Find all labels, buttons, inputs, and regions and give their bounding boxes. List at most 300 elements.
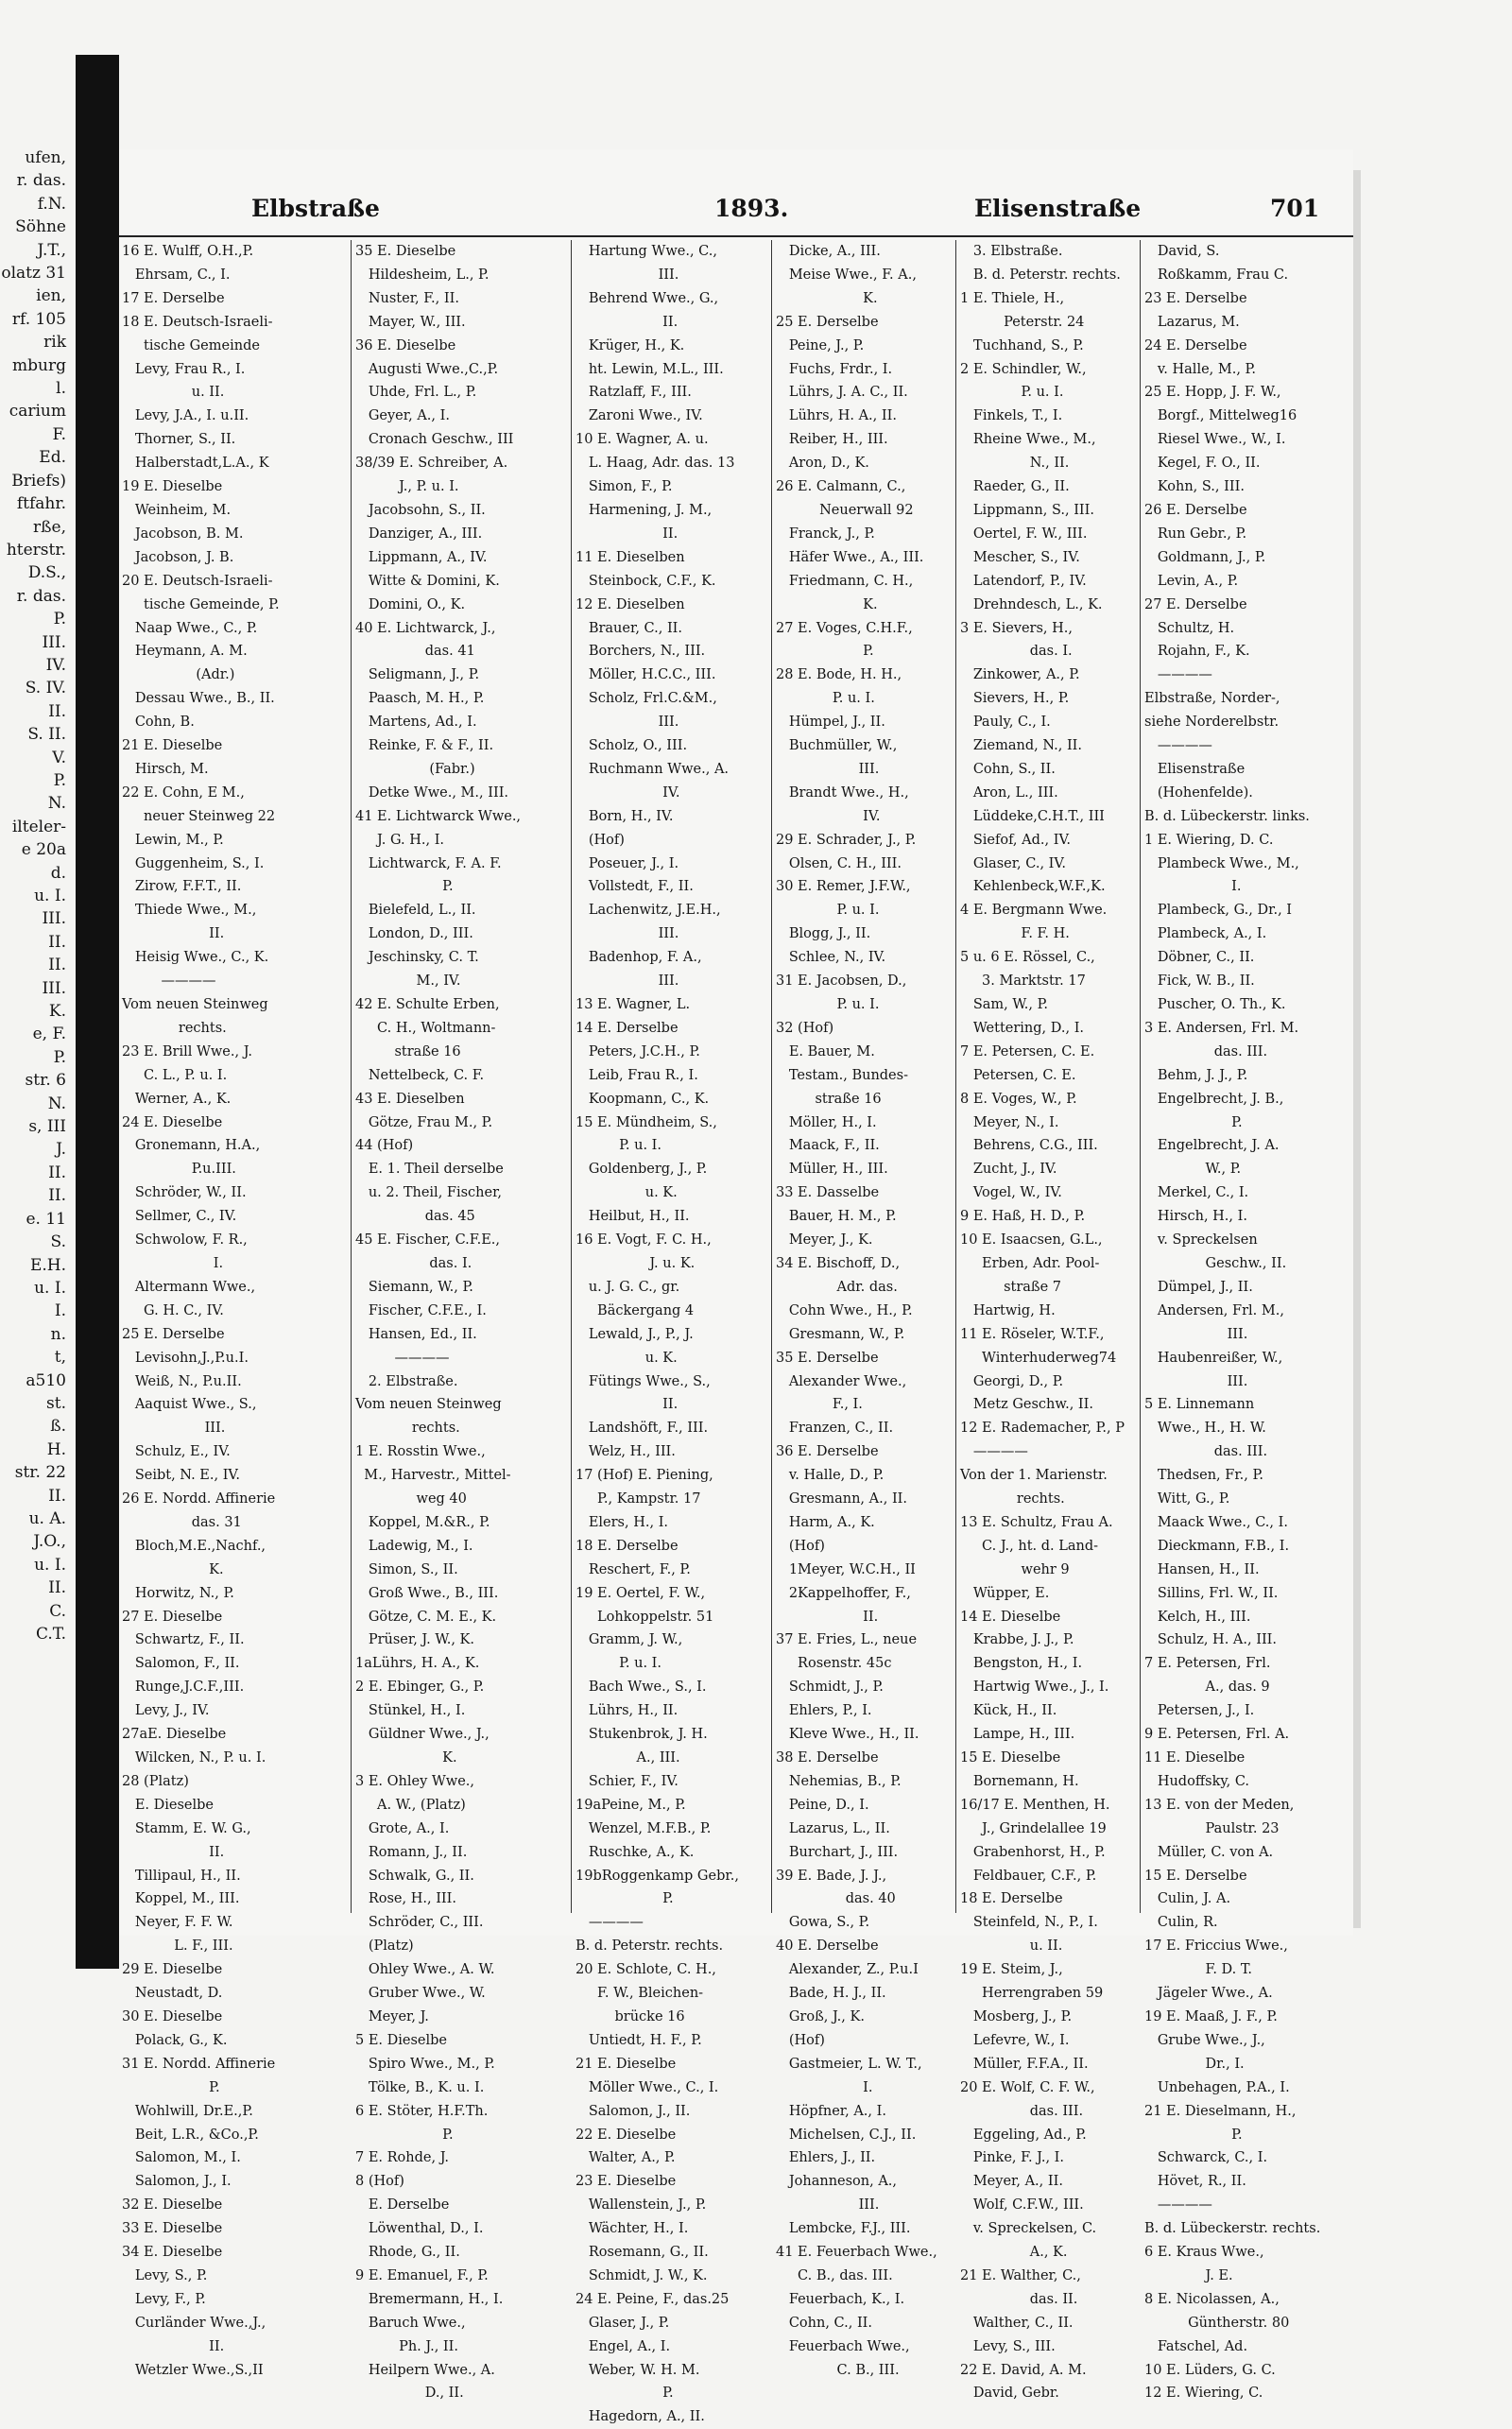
directory-entry: rechts.	[122, 1020, 227, 1036]
directory-entry: 3 E. Sievers, H.,	[960, 620, 1074, 636]
sliver-line: rik	[43, 333, 66, 353]
directory-entry: Brauer, C., II.	[576, 620, 683, 636]
directory-entry: K.	[355, 1750, 457, 1766]
directory-entry: Rhode, G., II.	[355, 2245, 460, 2261]
directory-entry: ————	[355, 1350, 450, 1366]
directory-entry: ————	[960, 1444, 1028, 1460]
directory-entry: Johanneson, A.,	[776, 2174, 898, 2190]
directory-entry: 20 E. Wolf, C. F. W.,	[960, 2079, 1095, 2095]
directory-entry: Andersen, Frl. M.,	[1144, 1302, 1284, 1318]
directory-entry: Zinkower, A., P.	[960, 667, 1080, 683]
directory-entry: 16 E. Vogt, F. C. H.,	[576, 1232, 712, 1249]
directory-entry: B. d. Peterstr. rechts.	[960, 267, 1121, 283]
directory-entry: Siefof, Ad., IV.	[960, 832, 1071, 848]
directory-entry: K.	[122, 1561, 224, 1577]
directory-entry: 14 E. Dieselbe	[960, 1609, 1061, 1625]
directory-entry: II.	[122, 1844, 225, 1860]
directory-entry: Siemann, W., P.	[355, 1279, 473, 1295]
directory-entry: Curländer Wwe.,J.,	[122, 2315, 266, 2331]
directory-entry: 19 E. Oertel, F. W.,	[576, 1585, 706, 1601]
sliver-line: Söhne	[15, 217, 66, 237]
directory-entry: weg 40	[355, 1491, 467, 1507]
directory-entry: Müller, C. von A.	[1144, 1844, 1274, 1860]
directory-entry: ————	[1144, 667, 1212, 683]
directory-entry: das. III.	[960, 2103, 1084, 2119]
directory-entry: Reinke, F. & F., II.	[355, 738, 494, 754]
directory-entry: P. u. I.	[776, 691, 875, 707]
directory-entry: Lüddeke,C.H.T., III	[960, 808, 1105, 824]
directory-entry: Kleve Wwe., H., II.	[776, 1727, 919, 1743]
directory-entry: 1 E. Thiele, H.,	[960, 290, 1065, 306]
directory-entry: Finkels, T., I.	[960, 408, 1063, 424]
directory-entry: Levy, S., III.	[960, 2338, 1056, 2354]
directory-entry: Untiedt, H. F., P.	[576, 2032, 702, 2048]
directory-entry: Franck, J., P.	[776, 525, 875, 542]
directory-entry: III.	[576, 973, 679, 990]
directory-entry: Rosemann, G., II.	[576, 2245, 709, 2261]
directory-entry: Goldmann, J., P.	[1144, 549, 1266, 565]
directory-entry: das. I.	[355, 1255, 472, 1271]
directory-entry: 30 E. Dieselbe	[122, 2008, 223, 2024]
sliver-line: II.	[48, 956, 66, 975]
sliver-line: K.	[48, 1002, 66, 1022]
directory-entry: Bach Wwe., S., I.	[576, 1680, 707, 1696]
directory-entry: 5 E. Dieselbe	[355, 2032, 448, 2048]
directory-entry: A. W., (Platz)	[355, 1797, 466, 1813]
directory-entry: 45 E. Fischer, C.F.E.,	[355, 1232, 501, 1249]
directory-page	[119, 149, 1353, 2425]
directory-entry: Schulz, H. A., III.	[1144, 1632, 1278, 1648]
directory-entry: Schröder, C., III.	[355, 1915, 484, 1931]
directory-entry: Cronach Geschw., III	[355, 432, 514, 448]
directory-entry: J., Grindelallee 19	[960, 1820, 1107, 1836]
directory-entry: 6 E. Kraus Wwe.,	[1144, 2245, 1264, 2261]
directory-entry: Hansen, Ed., II.	[355, 1326, 477, 1342]
directory-entry: Plambeck, G., Dr., I	[1144, 903, 1293, 919]
directory-entry: Leib, Frau R., I.	[576, 1067, 698, 1083]
directory-entry: Gowa, S., P.	[776, 1915, 870, 1931]
directory-entry: 42 E. Schulte Erben,	[355, 997, 500, 1012]
directory-entry: Heilbut, H., II.	[576, 1209, 690, 1225]
directory-entry: Dümpel, J., II.	[1144, 1279, 1253, 1295]
directory-entry: Thedsen, Fr., P.	[1144, 1468, 1263, 1484]
directory-entry: Schultz, H.	[1144, 620, 1235, 636]
directory-entry: Elers, H., I.	[576, 1514, 669, 1530]
directory-entry: Bloch,M.E.,Nachf.,	[122, 1538, 266, 1554]
directory-entry: 21 E. Dieselbe	[576, 2056, 677, 2072]
directory-entry: Vogel, W., IV.	[960, 1185, 1062, 1201]
sliver-line: S.	[50, 1232, 66, 1252]
directory-entry: 22 E. Dieselbe	[576, 2127, 677, 2143]
directory-entry: 5 E. Linnemann	[1144, 1397, 1255, 1413]
directory-entry: C. B., das. III.	[776, 2267, 893, 2283]
directory-entry: Augusti Wwe.,C.,P.	[355, 361, 499, 377]
directory-entry: Mescher, S., IV.	[960, 549, 1080, 565]
directory-entry: Levy, Frau R., I.	[122, 361, 246, 377]
directory-entry: Kohn, S., III.	[1144, 479, 1245, 495]
directory-entry: Bauer, H. M., P.	[776, 1209, 897, 1225]
directory-entry: Peterstr. 24	[960, 314, 1085, 330]
directory-entry: Fuchs, Frdr., I.	[776, 361, 893, 377]
directory-entry: Engelbrecht, J. B.,	[1144, 1091, 1284, 1107]
directory-entry: 13 E. von der Meden,	[1144, 1797, 1295, 1813]
directory-entry: Behm, J. J., P.	[1144, 1067, 1248, 1083]
directory-entry: Bengston, H., I.	[960, 1656, 1083, 1672]
directory-entry: Krabbe, J. J., P.	[960, 1632, 1074, 1648]
directory-entry: Behrens, C.G., III.	[960, 1138, 1098, 1154]
directory-entry: P.	[576, 2386, 674, 2402]
sliver-line: S. IV.	[25, 679, 66, 698]
directory-entry: Latendorf, P., IV.	[960, 573, 1087, 589]
directory-entry: Dieckmann, F.B., I.	[1144, 1538, 1290, 1554]
directory-entry: Rose, H., III.	[355, 1891, 456, 1907]
header-rule	[119, 235, 1353, 237]
directory-entry: B. d. Lübeckerstr. links.	[1144, 808, 1310, 824]
directory-entry: Lampe, H., III.	[960, 1727, 1075, 1743]
directory-entry: (Hof)	[776, 1538, 825, 1554]
directory-entry: 27aE. Dieselbe	[122, 1727, 227, 1743]
directory-entry: Halberstadt,L.A., K	[122, 456, 269, 472]
directory-entry: Hövet, R., II.	[1144, 2174, 1246, 2190]
directory-entry: 2 E. Schindler, W.,	[960, 361, 1087, 377]
directory-entry: Culin, J. A.	[1144, 1891, 1231, 1907]
directory-entry: 15 E. Derselbe	[1144, 1868, 1247, 1884]
directory-entry: Fick, W. B., II.	[1144, 973, 1255, 990]
directory-entry: Peine, D., I.	[776, 1797, 869, 1813]
directory-entry: Plambeck Wwe., M.,	[1144, 855, 1299, 871]
directory-entry: J. E.	[1144, 2267, 1233, 2283]
directory-entry: Werner, A., K.	[122, 1091, 232, 1107]
directory-entry: 15 E. Dieselbe	[960, 1750, 1061, 1766]
directory-entry: Maack, F., II.	[776, 1138, 880, 1154]
directory-entry: P.	[355, 2127, 454, 2143]
sliver-line: II.	[48, 932, 66, 952]
directory-entry: 25 E. Derselbe	[776, 314, 879, 330]
directory-entry: straße 16	[355, 1043, 461, 1059]
sliver-line: J.	[56, 1140, 66, 1160]
header-year: 1893.	[714, 195, 789, 222]
directory-entry: Lewin, M., P.	[122, 832, 224, 848]
directory-entry: Feldbauer, C.F., P.	[960, 1868, 1097, 1884]
directory-entry: Neyer, F. F. W.	[122, 1915, 233, 1931]
sliver-line: u. A.	[28, 1508, 66, 1528]
directory-entry: 25 E. Derselbe	[122, 1326, 225, 1342]
directory-entry: 19bRoggenkamp Gebr.,	[576, 1868, 739, 1884]
directory-entry: 41 E. Lichtwarck Wwe.,	[355, 808, 522, 824]
directory-entry: Tölke, B., K. u. I.	[355, 2079, 485, 2095]
directory-entry: u. K.	[576, 1185, 678, 1201]
directory-entry: 1Meyer, W.C.H., II	[776, 1561, 916, 1577]
directory-entry: E. Dieselbe	[122, 1797, 214, 1813]
book-binding	[76, 55, 119, 1969]
directory-entry: 12 E. Dieselben	[576, 596, 685, 612]
directory-entry: (Fabr.)	[355, 761, 475, 777]
directory-entry: P.	[355, 879, 454, 895]
directory-entry: Prüser, J. W., K.	[355, 1632, 474, 1648]
directory-entry: Hartung Wwe., C.,	[576, 244, 717, 259]
directory-entry: III.	[776, 2197, 880, 2214]
directory-entry: Zucht, J., IV.	[960, 1162, 1057, 1178]
directory-entry: K.	[776, 596, 878, 612]
directory-entry: Meyer, J.	[355, 2008, 429, 2024]
directory-entry: (Adr.)	[122, 667, 235, 683]
directory-entry: (Hohenfelde).	[1144, 784, 1253, 801]
directory-entry: Riesel Wwe., W., I.	[1144, 432, 1286, 448]
directory-entry: Levy, S., P.	[122, 2267, 208, 2283]
directory-entry: M., Harvestr., Mittel-	[355, 1468, 511, 1484]
directory-entry: Wohlwill, Dr.E.,P.	[122, 2103, 253, 2119]
directory-entry: Grube Wwe., J.,	[1144, 2032, 1265, 2048]
directory-entry: 33 E. Dieselbe	[122, 2221, 223, 2237]
directory-entry: 2. Elbstraße.	[355, 1373, 458, 1389]
directory-entry: Salomon, J., II.	[576, 2103, 691, 2119]
directory-entry: 35 E. Derselbe	[776, 1350, 879, 1366]
directory-entry: 41 E. Feuerbach Wwe.,	[776, 2245, 937, 2261]
directory-entry: Lefevre, W., I.	[960, 2032, 1070, 2048]
directory-entry: v. Spreckelsen	[1144, 1232, 1258, 1249]
directory-entry: Geschw., II.	[1144, 1255, 1287, 1271]
directory-entry: Scholz, Frl.C.&M.,	[576, 691, 717, 707]
directory-entry: Kelch, H., III.	[1144, 1609, 1251, 1625]
sliver-line: J.O.,	[33, 1532, 66, 1552]
facing-page-sliver	[0, 146, 70, 1942]
directory-entry: Ladewig, M., I.	[355, 1538, 473, 1554]
directory-entry: 14 E. Derselbe	[576, 1020, 679, 1036]
directory-entry: Heisig Wwe., C., K.	[122, 950, 269, 966]
directory-entry: Möller, H., I.	[776, 1114, 877, 1130]
directory-entry: Herrengraben 59	[960, 1986, 1104, 2002]
directory-entry: 34 E. Dieselbe	[122, 2245, 223, 2261]
directory-entry: Gruber Wwe., W.	[355, 1986, 486, 2002]
directory-entry: E. 1. Theil derselbe	[355, 1162, 504, 1178]
sliver-line: l.	[56, 379, 66, 399]
directory-entry: III.	[576, 715, 679, 731]
directory-column-3	[576, 240, 763, 2425]
directory-entry: II.	[776, 1609, 879, 1625]
directory-entry: das. 31	[122, 1514, 242, 1530]
directory-entry: 23 E. Derselbe	[1144, 290, 1247, 306]
directory-entry: Burchart, J., III.	[776, 1844, 899, 1860]
directory-entry: Altermann Wwe.,	[122, 1279, 256, 1295]
directory-entry: Elbstraße, Norder-,	[1144, 691, 1280, 707]
directory-entry: David, Gebr.	[960, 2386, 1059, 2402]
directory-entry: Levy, F., P.	[122, 2291, 206, 2307]
directory-entry: 17 E. Friccius Wwe.,	[1144, 1938, 1288, 1955]
directory-entry: Hirsch, H., I.	[1144, 1209, 1247, 1225]
directory-entry: Ruchmann Wwe., A.	[576, 761, 730, 777]
directory-entry: 17 E. Derselbe	[122, 290, 225, 306]
directory-column-6	[1144, 240, 1332, 2402]
directory-entry: 3 E. Andersen, Frl. M.	[1144, 1020, 1299, 1036]
directory-entry: Stünkel, H., I.	[355, 1703, 466, 1719]
directory-entry: Testam., Bundes-	[776, 1067, 908, 1083]
directory-entry: P. u. I.	[960, 385, 1064, 401]
directory-entry: 9 E. Haß, H. D., P.	[960, 1209, 1086, 1225]
directory-entry: 1 E. Wiering, D. C.	[1144, 832, 1274, 848]
directory-entry: 43 E. Dieselben	[355, 1091, 465, 1107]
directory-column-4	[776, 240, 963, 2378]
directory-entry: das. 40	[776, 1891, 896, 1907]
directory-entry: Dessau Wwe., B., II.	[122, 691, 275, 707]
directory-entry: Vollstedt, F., II.	[576, 879, 694, 895]
directory-entry: 19 E. Maaß, J. F., P.	[1144, 2008, 1278, 2024]
directory-entry: 1 E. Rosstin Wwe.,	[355, 1444, 486, 1460]
directory-entry: Möller Wwe., C., I.	[576, 2079, 719, 2095]
directory-entry: Groß, J., K.	[776, 2008, 865, 2024]
directory-entry: Rheine Wwe., M.,	[960, 432, 1096, 448]
directory-entry: Engelbrecht, J. A.	[1144, 1138, 1280, 1154]
directory-entry: F. F. H.	[960, 926, 1070, 942]
directory-entry: Sillins, Frl. W., II.	[1144, 1585, 1279, 1601]
directory-entry: Wächter, H., I.	[576, 2221, 689, 2237]
directory-entry: Schröder, W., II.	[122, 1185, 247, 1201]
directory-entry: das. I.	[960, 644, 1073, 660]
directory-entry: Lichtwarck, F. A. F.	[355, 855, 502, 871]
directory-entry: Adr. das.	[776, 1279, 898, 1295]
directory-entry: Merkel, C., I.	[1144, 1185, 1249, 1201]
directory-entry: Eggeling, Ad., P.	[960, 2127, 1087, 2143]
directory-entry: Cohn, C., II.	[776, 2315, 873, 2331]
directory-entry: F., I.	[776, 1397, 863, 1413]
directory-entry: 23 E. Brill Wwe., J.	[122, 1043, 252, 1059]
directory-entry: Müller, F.F.A., II.	[960, 2056, 1089, 2072]
sliver-line: E.H.	[29, 1255, 66, 1275]
directory-entry: Salomon, F., II.	[122, 1656, 240, 1672]
directory-entry: Löwenthal, D., I.	[355, 2221, 484, 2237]
directory-entry: 9 E. Petersen, Frl. A.	[1144, 1727, 1290, 1743]
directory-entry: Elisenstraße	[1144, 761, 1246, 777]
directory-entry: Harm, A., K.	[776, 1514, 875, 1530]
directory-entry: Metz Geschw., II.	[960, 1397, 1093, 1413]
directory-entry: Run Gebr., P.	[1144, 525, 1247, 542]
directory-entry: wehr 9	[960, 1561, 1070, 1577]
sliver-line: II.	[48, 701, 66, 721]
directory-entry: Weinheim, M.	[122, 502, 232, 518]
directory-entry: Feuerbach Wwe.,	[776, 2338, 910, 2354]
directory-entry: Seligmann, J., P.	[355, 667, 480, 683]
directory-entry: Hansen, H., II.	[1144, 1561, 1260, 1577]
directory-entry: Wilcken, N., P. u. I.	[122, 1750, 266, 1766]
sliver-line: III.	[42, 909, 66, 929]
directory-entry: 38 E. Derselbe	[776, 1750, 879, 1766]
directory-entry: Hartwig Wwe., J., I.	[960, 1680, 1109, 1696]
directory-entry: 4 E. Bergmann Wwe.	[960, 903, 1108, 919]
directory-entry: Brandt Wwe., H.,	[776, 784, 909, 801]
sliver-line: III.	[42, 978, 66, 998]
directory-entry: III.	[576, 926, 679, 942]
directory-entry: P.u.III.	[122, 1162, 236, 1178]
directory-entry: Paasch, M. H., P.	[355, 691, 485, 707]
directory-entry: 19aPeine, M., P.	[576, 1797, 686, 1813]
directory-entry: Walter, A., P.	[576, 2150, 676, 2166]
directory-entry: Heymann, A. M.	[122, 644, 248, 660]
sliver-line: mburg	[12, 355, 66, 375]
directory-entry: Wetzler Wwe.,S.,II	[122, 2362, 264, 2378]
directory-entry: 11 E. Dieselben	[576, 549, 685, 565]
directory-entry: Cohn, B.	[122, 715, 195, 731]
directory-entry: Lewald, J., P., J.	[576, 1326, 694, 1342]
directory-entry: 19 E. Steim, J.,	[960, 1962, 1063, 1978]
directory-entry: London, D., III.	[355, 926, 473, 942]
directory-entry: 31 E. Jacobsen, D.,	[776, 973, 907, 990]
directory-entry: 8 E. Nicolassen, A.,	[1144, 2291, 1280, 2307]
directory-entry: Groß Wwe., B., III.	[355, 1585, 499, 1601]
directory-entry: 8 E. Voges, W., P.	[960, 1091, 1077, 1107]
sliver-line: H.	[46, 1439, 66, 1459]
directory-entry: Martens, Ad., I.	[355, 715, 477, 731]
directory-entry: Fatschel, Ad.	[1144, 2338, 1248, 2354]
sliver-line: P.	[53, 770, 66, 790]
directory-entry: 13 E. Wagner, L.	[576, 997, 691, 1012]
directory-entry: IV.	[576, 784, 680, 801]
sliver-line: u. I.	[34, 887, 66, 905]
directory-entry: Poseuer, J., I.	[576, 855, 679, 871]
directory-entry: das. 45	[355, 1209, 475, 1225]
directory-entry: Witte & Domini, K.	[355, 573, 500, 589]
directory-entry: Hirsch, M.	[122, 761, 209, 777]
directory-entry: Krüger, H., K.	[576, 337, 685, 353]
directory-entry: Von der 1. Marienstr.	[960, 1468, 1108, 1484]
directory-entry: Badenhop, F. A.,	[576, 950, 702, 966]
directory-entry: Paulstr. 23	[1144, 1820, 1280, 1836]
directory-entry: 21 E. Dieselmann, H.,	[1144, 2103, 1297, 2119]
sliver-line: C.T.	[35, 1625, 66, 1644]
directory-entry: Tuchhand, S., P.	[960, 337, 1084, 353]
directory-entry: Alexander Wwe.,	[776, 1373, 907, 1389]
directory-entry: Lührs, H. A., II.	[776, 408, 897, 424]
directory-entry: 24 E. Derselbe	[1144, 337, 1247, 353]
sliver-line: t,	[54, 1348, 66, 1368]
directory-entry: Häfer Wwe., A., III.	[776, 549, 924, 565]
directory-entry: Raeder, G., II.	[960, 479, 1070, 495]
directory-entry: J. G. H., I.	[355, 832, 445, 848]
directory-entry: Jacobson, J. B.	[122, 549, 234, 565]
directory-entry: 12 E. Wiering, C.	[1144, 2386, 1263, 2402]
directory-entry: Simon, F., P.	[576, 479, 673, 495]
directory-entry: 39 E. Bade, J. J.,	[776, 1868, 887, 1884]
directory-entry: P. u. I.	[576, 1138, 662, 1154]
directory-entry: Wolf, C.F.W., III.	[960, 2197, 1084, 2214]
directory-entry: 6 E. Stöter, H.F.Th.	[355, 2103, 489, 2119]
directory-entry: Ehlers, J., II.	[776, 2150, 876, 2166]
sliver-line: st.	[46, 1393, 66, 1413]
directory-entry: II.	[576, 525, 679, 542]
directory-entry: 12 E. Rademacher, P., P	[960, 1421, 1125, 1437]
directory-entry: Beit, L.R., &Co.,P.	[122, 2127, 259, 2143]
directory-entry: das. II.	[960, 2291, 1078, 2307]
sliver-line: I.	[54, 1301, 66, 1321]
directory-entry: Rosenstr. 45c	[776, 1656, 892, 1672]
directory-entry: Alexander, Z., P.u.I	[776, 1962, 919, 1978]
directory-entry: J., P. u. I.	[355, 479, 459, 495]
directory-entry: 2Kappelhoffer, F.,	[776, 1585, 911, 1601]
directory-entry: Lührs, H., II.	[576, 1703, 679, 1719]
sliver-line: e. 11	[26, 1209, 66, 1229]
directory-entry: II.	[576, 1397, 679, 1413]
sliver-line: ftfahr.	[16, 494, 66, 514]
directory-entry: Jacobson, B. M.	[122, 525, 244, 542]
sliver-line: ß.	[50, 1417, 66, 1437]
directory-entry: Kück, H., II.	[960, 1703, 1057, 1719]
directory-entry: Thiede Wwe., M.,	[122, 903, 257, 919]
directory-entry: Lazarus, M.	[1144, 314, 1240, 330]
directory-entry: Götze, C. M. E., K.	[355, 1609, 497, 1625]
directory-entry: W., P.	[1144, 1162, 1242, 1178]
directory-entry: Roßkamm, Frau C.	[1144, 267, 1289, 283]
directory-entry: Levin, A., P.	[1144, 573, 1239, 589]
directory-entry: Grote, A., I.	[355, 1820, 450, 1836]
directory-entry: C. B., III.	[776, 2362, 900, 2378]
